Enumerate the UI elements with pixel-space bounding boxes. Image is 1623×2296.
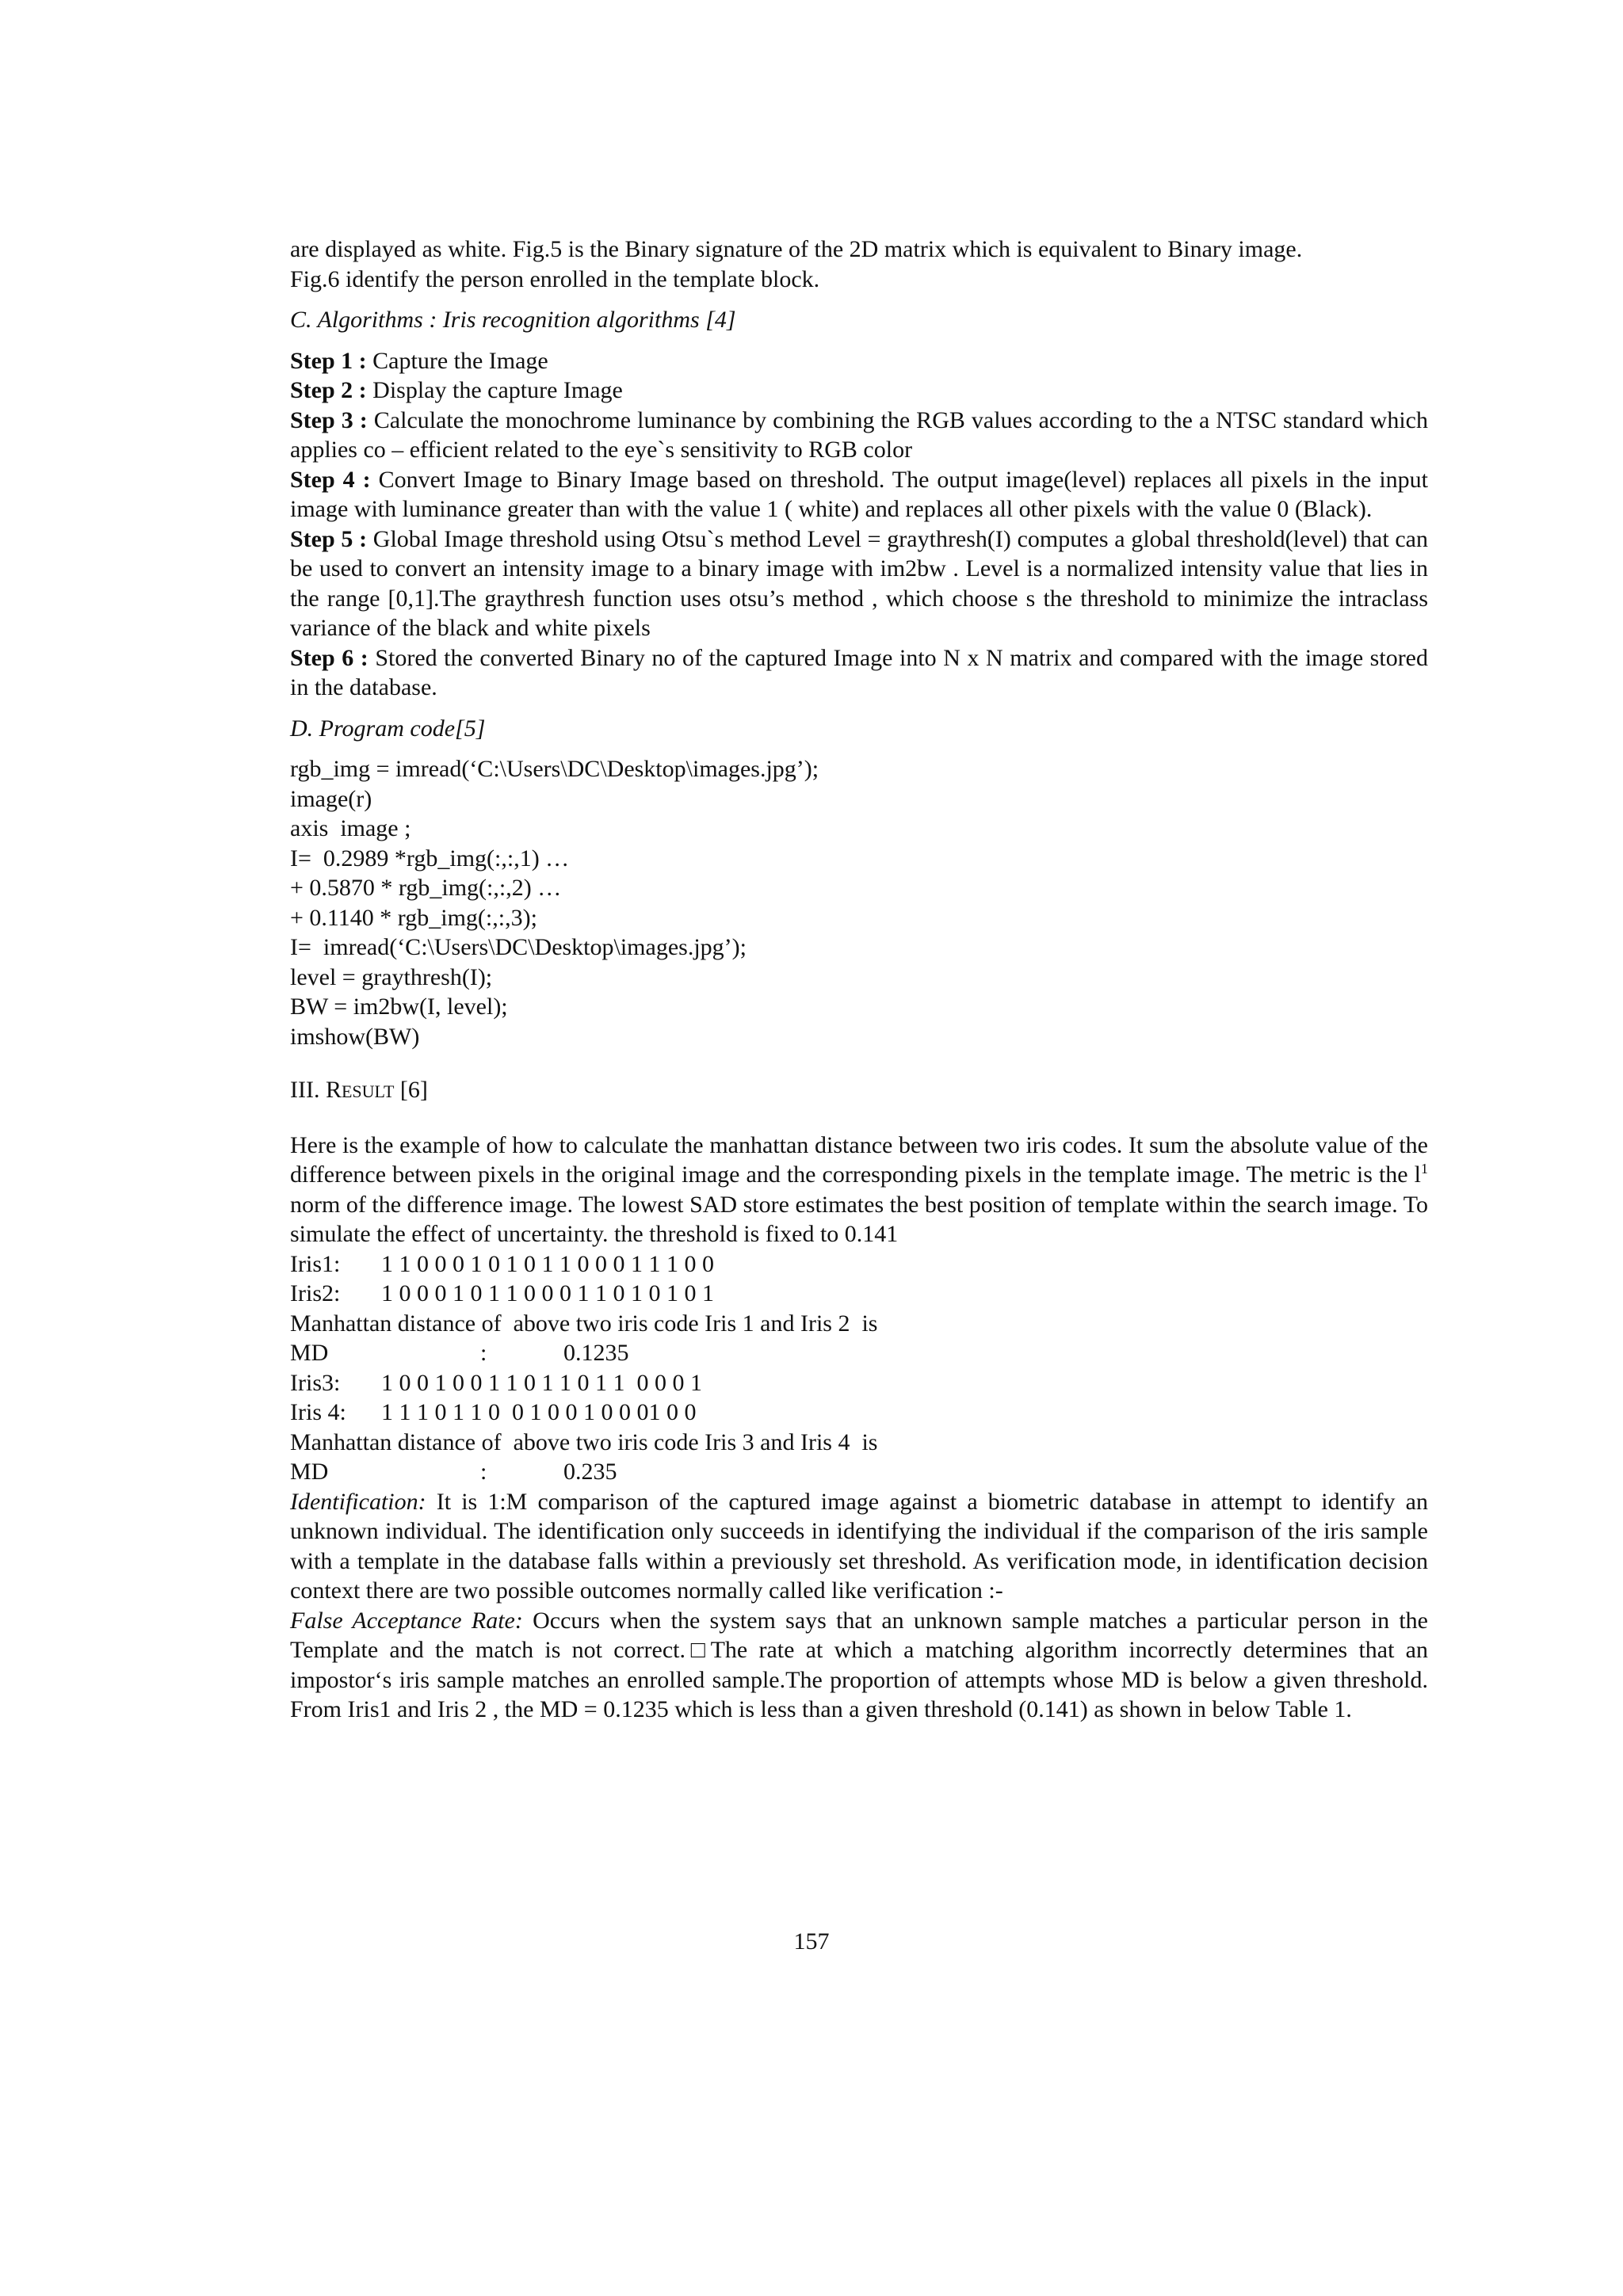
far-text: Occurs when the system says that an unknown sample matches a particular person in the Template and the match is not correct.□The rate at which a matching algorithm incorrectly determines that an impostor‘s iris sample matches an enrolled sample.The proportion of attempts whose MD is below a given threshold. From Iris1 and Iris 2 , the MD = 0.1235 which is less than a given threshold (0.141) as shown in below Table 1. <box>290 1607 1428 1722</box>
step-label: Step 5 : <box>290 525 368 552</box>
step-text: Stored the converted Binary no of the captured Image into N x N matrix and compared with the image stored in the database. <box>290 644 1428 700</box>
code-line: BW = im2bw(I, level); <box>290 994 508 1020</box>
far-paragraph <box>290 1606 1428 1725</box>
iris2-row <box>290 1279 1428 1309</box>
md-label: MD <box>290 1459 329 1485</box>
step-text: Global Image threshold using Otsu`s method Level = graythresh(I) computes a global threshold(level) that can be used to convert an intensity image to a binary image with im2bw . Level is a normalized intensity value that lies in the range [0,1].The graythresh function uses otsu’s method , which choose s the threshold to minimize the intraclass variance of the black and white pixels <box>290 525 1428 641</box>
iris-code: 1 1 1 0 1 1 0 0 1 0 0 1 0 0 01 0 0 <box>381 1399 697 1425</box>
code-line: rgb_img = imread(‘C:\Users\DC\Desktop\images.jpg’); <box>290 756 819 782</box>
iris-code: 1 0 0 1 0 0 1 1 0 1 1 0 1 1 0 0 0 1 <box>381 1369 702 1396</box>
page-number: 157 <box>793 1928 830 1955</box>
result-text: Here is the example of how to calculate the manhattan distance between two iris codes. It sum the absolute value of the difference between pixels in the original image and the corresponding pixels in the template image. The metric is the l <box>290 1131 1428 1188</box>
far-term: False Acceptance Rate: <box>290 1607 523 1634</box>
result-heading <box>290 1075 1428 1107</box>
algorithm-steps <box>290 346 1428 703</box>
step-2 <box>290 376 1428 406</box>
md-colon: : <box>480 1459 487 1485</box>
step-text: Display the capture Image <box>366 377 623 403</box>
md-sentence-2: Manhattan distance of above two iris code Iris 3 and Iris 4 is <box>290 1428 878 1455</box>
step-label: Step 2 : <box>290 377 367 403</box>
step-label: Step 6 : <box>290 644 369 671</box>
code-line: level = graythresh(I); <box>290 963 493 990</box>
iris-label: Iris1: <box>290 1250 341 1277</box>
identification-term: Identification: <box>290 1488 426 1515</box>
step-text: Capture the Image <box>366 347 548 374</box>
iris-label: Iris3: <box>290 1369 341 1396</box>
step-text: Calculate the monochrome luminance by combining the RGB values according to the a NTSC standard which applies co – efficient related to the eye`s sensitivity to RGB color <box>290 406 1429 463</box>
code-line: I= imread(‘C:\Users\DC\Desktop\images.jpg’); <box>290 934 747 960</box>
intro-line-2: Fig.6 identify the person enrolled in the template block. <box>290 265 820 292</box>
code-line: imshow(BW) <box>290 1023 420 1050</box>
intro-paragraph <box>290 235 1428 294</box>
iris-code: 1 1 0 0 0 1 0 1 0 1 1 0 0 0 1 1 1 0 0 <box>381 1250 714 1277</box>
norm-superscript: 1 <box>1421 1161 1428 1177</box>
md-value: 0.235 <box>563 1459 617 1485</box>
code-line: + 0.1140 * rgb_img(:,:,3); <box>290 904 537 931</box>
step-1 <box>290 346 1428 376</box>
step-label: Step 4 : <box>290 466 371 493</box>
step-text: Convert Image to Binary Image based on threshold. The output image(level) replaces all pixels in the input image with luminance greater than with the value 1 ( white) and replaces all other pixels with the value 0 (Black). <box>290 466 1428 522</box>
step-4 <box>290 465 1428 524</box>
step-3 <box>290 406 1428 465</box>
md-sentence-1: Manhattan distance of above two iris code Iris 1 and Iris 2 is <box>290 1310 878 1337</box>
code-line: + 0.5870 * rgb_img(:,:,2) … <box>290 875 562 901</box>
md-colon: : <box>480 1340 487 1366</box>
identification-paragraph <box>290 1487 1428 1606</box>
md2-row <box>290 1457 1428 1487</box>
result-heading-prefix: III. R <box>290 1077 342 1103</box>
program-code <box>290 754 1428 1051</box>
step-label: Step 1 : <box>290 347 367 374</box>
step-label: Step 3 : <box>290 406 368 433</box>
page-body <box>290 235 1428 1725</box>
iris3-row <box>290 1368 1428 1398</box>
iris-label: Iris 4: <box>290 1399 346 1425</box>
iris-code: 1 0 0 0 1 0 1 1 0 0 0 1 1 0 1 0 1 0 1 <box>381 1280 714 1306</box>
intro-line-1: are displayed as white. Fig.5 is the Binary signature of the 2D matrix which is equivalent to Binary image. <box>290 236 1303 262</box>
md1-row <box>290 1338 1428 1368</box>
code-line: I= 0.2989 *rgb_img(:,:,1) … <box>290 845 570 871</box>
result-text: norm of the difference image. The lowest SAD store estimates the best position of template within the search image. To simulate the effect of uncertainty. the threshold is fixed to 0.141 <box>290 1191 1428 1247</box>
code-line: axis image ; <box>290 815 411 841</box>
md-value: 0.1235 <box>563 1340 629 1366</box>
section-c-heading: C. Algorithms : Iris recognition algorithms [4] <box>290 307 736 333</box>
iris4-row <box>290 1398 1428 1428</box>
iris-label: Iris2: <box>290 1280 341 1306</box>
result-heading-smallcaps: ESULT <box>341 1081 395 1101</box>
iris1-row <box>290 1249 1428 1280</box>
step-5 <box>290 524 1428 643</box>
section-d-heading: D. Program code[5] <box>290 715 486 742</box>
result-paragraph <box>290 1131 1428 1249</box>
md-label: MD <box>290 1340 329 1366</box>
identification-text: It is 1:M comparison of the captured image against a biometric database in attempt to identify an unknown individual. The identification only succeeds in identifying the individual if the comparison of the iris sample with a template in the database falls within a previously set threshold. As verification mode, in identification decision context there are two possible outcomes normally called like verification :- <box>290 1488 1428 1604</box>
result-heading-suffix: [6] <box>394 1077 428 1103</box>
code-line: image(r) <box>290 785 372 812</box>
step-6 <box>290 643 1428 703</box>
